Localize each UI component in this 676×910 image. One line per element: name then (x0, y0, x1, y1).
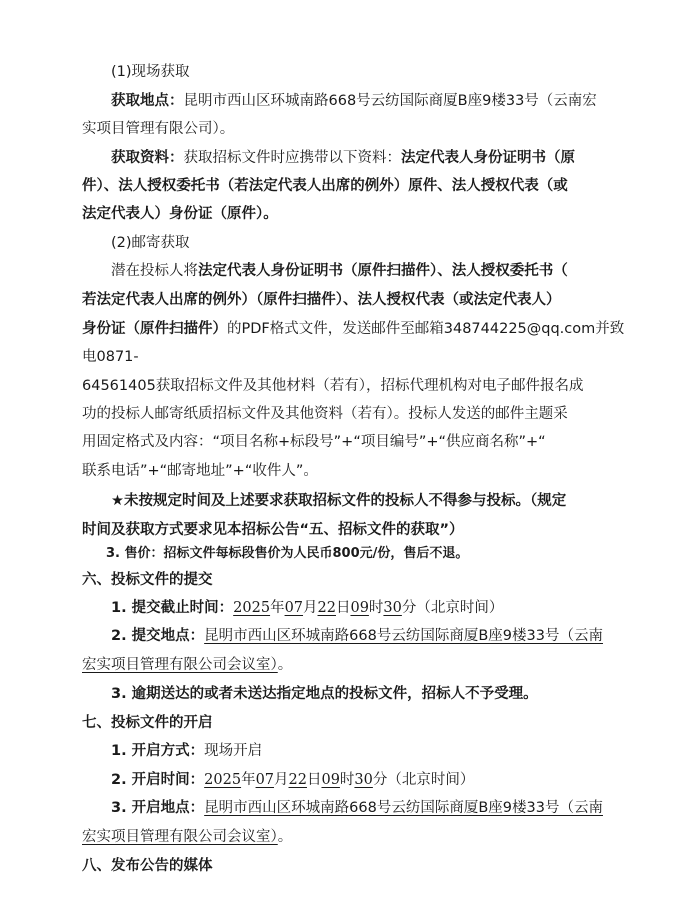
open-day-unit: 日 (306, 772, 322, 788)
section-8-heading: 八、发布公告的媒体 (82, 858, 213, 874)
open-month-unit: 月 (274, 772, 289, 788)
deadline-month-unit: 月 (303, 600, 318, 616)
open-month: 07 (255, 772, 275, 788)
open-day: 22 (288, 772, 307, 788)
deadline-year: 2025 (233, 600, 271, 616)
deadline-day-unit: 日 (335, 600, 351, 616)
notice-line-2: 时间及获取方式要求见本招标公告“五、招标文件的获取”） (82, 522, 464, 538)
submit-deadline (111, 599, 503, 617)
open-method (111, 742, 262, 760)
mail-line-3 (82, 320, 624, 338)
mail-line-8: 联系电话”+“邮寄地址”+“收件人”。 (82, 463, 318, 479)
address-label: 获取地点： (111, 93, 184, 109)
mail-line-6: 功的投标人邮寄纸质招标文件及其他资料（若有）。投标人发送的邮件主题采 (82, 406, 568, 422)
deadline-timezone: （北京时间） (416, 600, 504, 616)
open-place-cont (82, 828, 292, 846)
onsite-materials-cont: 件）、法人授权委托书（若法定代表人出席的例外）原件、法人授权代表（或 (82, 178, 568, 194)
deadline-minute: 30 (383, 600, 402, 616)
open-method-text: 现场开启 (204, 743, 263, 759)
mail-line-5: 64561405获取招标文件及其他材料（若有），招标代理机构对电子邮件报名成 (82, 378, 584, 394)
deadline-hour-unit: 时 (368, 600, 384, 616)
open-time-label: 2. 开启时间： (111, 772, 205, 788)
submit-deadline-label: 1. 提交截止时间： (111, 600, 234, 616)
open-minute-unit: 分 (372, 772, 388, 788)
section-6-heading: 六、投标文件的提交 (82, 572, 213, 588)
open-place-label: 3. 开启地点： (111, 800, 205, 816)
mail-line-1 (111, 262, 568, 280)
materials-bold: 法定代表人身份证明书（原 (401, 150, 575, 166)
open-place-text-cont: 宏实项目管理有限公司会议室） (82, 829, 278, 845)
materials-label: 获取资料： (111, 150, 184, 166)
deadline-month: 07 (284, 600, 304, 616)
open-year: 2025 (204, 772, 242, 788)
onsite-materials-end: 法定代表人）身份证（原件）。 (82, 206, 278, 222)
mail-heading: (2)邮寄获取 (111, 235, 190, 251)
deadline-minute-unit: 分 (401, 600, 417, 616)
materials-text: 获取招标文件时应携带以下资料： (183, 150, 401, 166)
mail-line-2: 若法定代表人出席的例外）（原件扫描件）、法人授权代表（或法定代表人） (82, 292, 561, 308)
address-text: 昆明市西山区环城南路668号云纺国际商厦B座9楼33号（云南宏 (183, 93, 597, 109)
deadline-day: 22 (317, 600, 336, 616)
open-year-unit: 年 (241, 772, 256, 788)
section-7-heading: 七、投标文件的开启 (82, 715, 213, 731)
deadline-hour: 09 (350, 600, 369, 616)
notice-line-1: ★未按规定时间及上述要求获取招标文件的投标人不得参与投标。（规定 (111, 493, 567, 509)
submit-place-text-cont: 宏实项目管理有限公司会议室） (82, 657, 278, 673)
submit-place-cont (82, 656, 292, 674)
submit-place (111, 627, 603, 645)
mail-line-1-plain: 潜在投标人将 (111, 263, 198, 279)
mail-line-1-bold: 法定代表人身份证明书（原件扫描件）、法人授权委托书（ (198, 263, 568, 279)
open-place (111, 799, 603, 817)
open-hour-unit: 时 (339, 772, 355, 788)
open-place-text: 昆明市西山区环城南路668号云纺国际商厦B座9楼33号（云南 (204, 800, 603, 816)
onsite-materials (111, 149, 575, 167)
open-time (111, 771, 474, 789)
price-line: 3. 售价：招标文件每标段售价为人民币800元/份，售后不退。 (106, 546, 469, 561)
submit-place-end: 。 (277, 657, 293, 673)
submit-place-text: 昆明市西山区环城南路668号云纺国际商厦B座9楼33号（云南 (204, 628, 603, 644)
mail-line-7: 用固定格式及内容：“项目名称+标段号”+“项目编号”+“供应商名称”+“ (82, 434, 546, 450)
submit-place-label: 2. 提交地点： (111, 628, 205, 644)
mail-line-4: 电0871- (82, 349, 139, 365)
late-submission: 3. 逾期送达的或者未送达指定地点的投标文件，招标人不予受理。 (111, 686, 538, 702)
open-minute: 30 (354, 772, 373, 788)
open-timezone: （北京时间） (387, 772, 475, 788)
onsite-heading: (1)现场获取 (111, 64, 190, 80)
mail-line-3-bold: 身份证（原件扫描件） (82, 321, 227, 337)
open-hour: 09 (321, 772, 340, 788)
mail-line-3-plain: 的PDF格式文件，发送邮件至邮箱348744225@qq.com并致 (227, 321, 625, 337)
open-method-label: 1. 开启方式： (111, 743, 205, 759)
open-place-end: 。 (277, 829, 293, 845)
deadline-year-unit: 年 (270, 600, 285, 616)
onsite-address-cont: 实项目管理有限公司）。 (82, 121, 235, 137)
onsite-address (111, 92, 597, 110)
